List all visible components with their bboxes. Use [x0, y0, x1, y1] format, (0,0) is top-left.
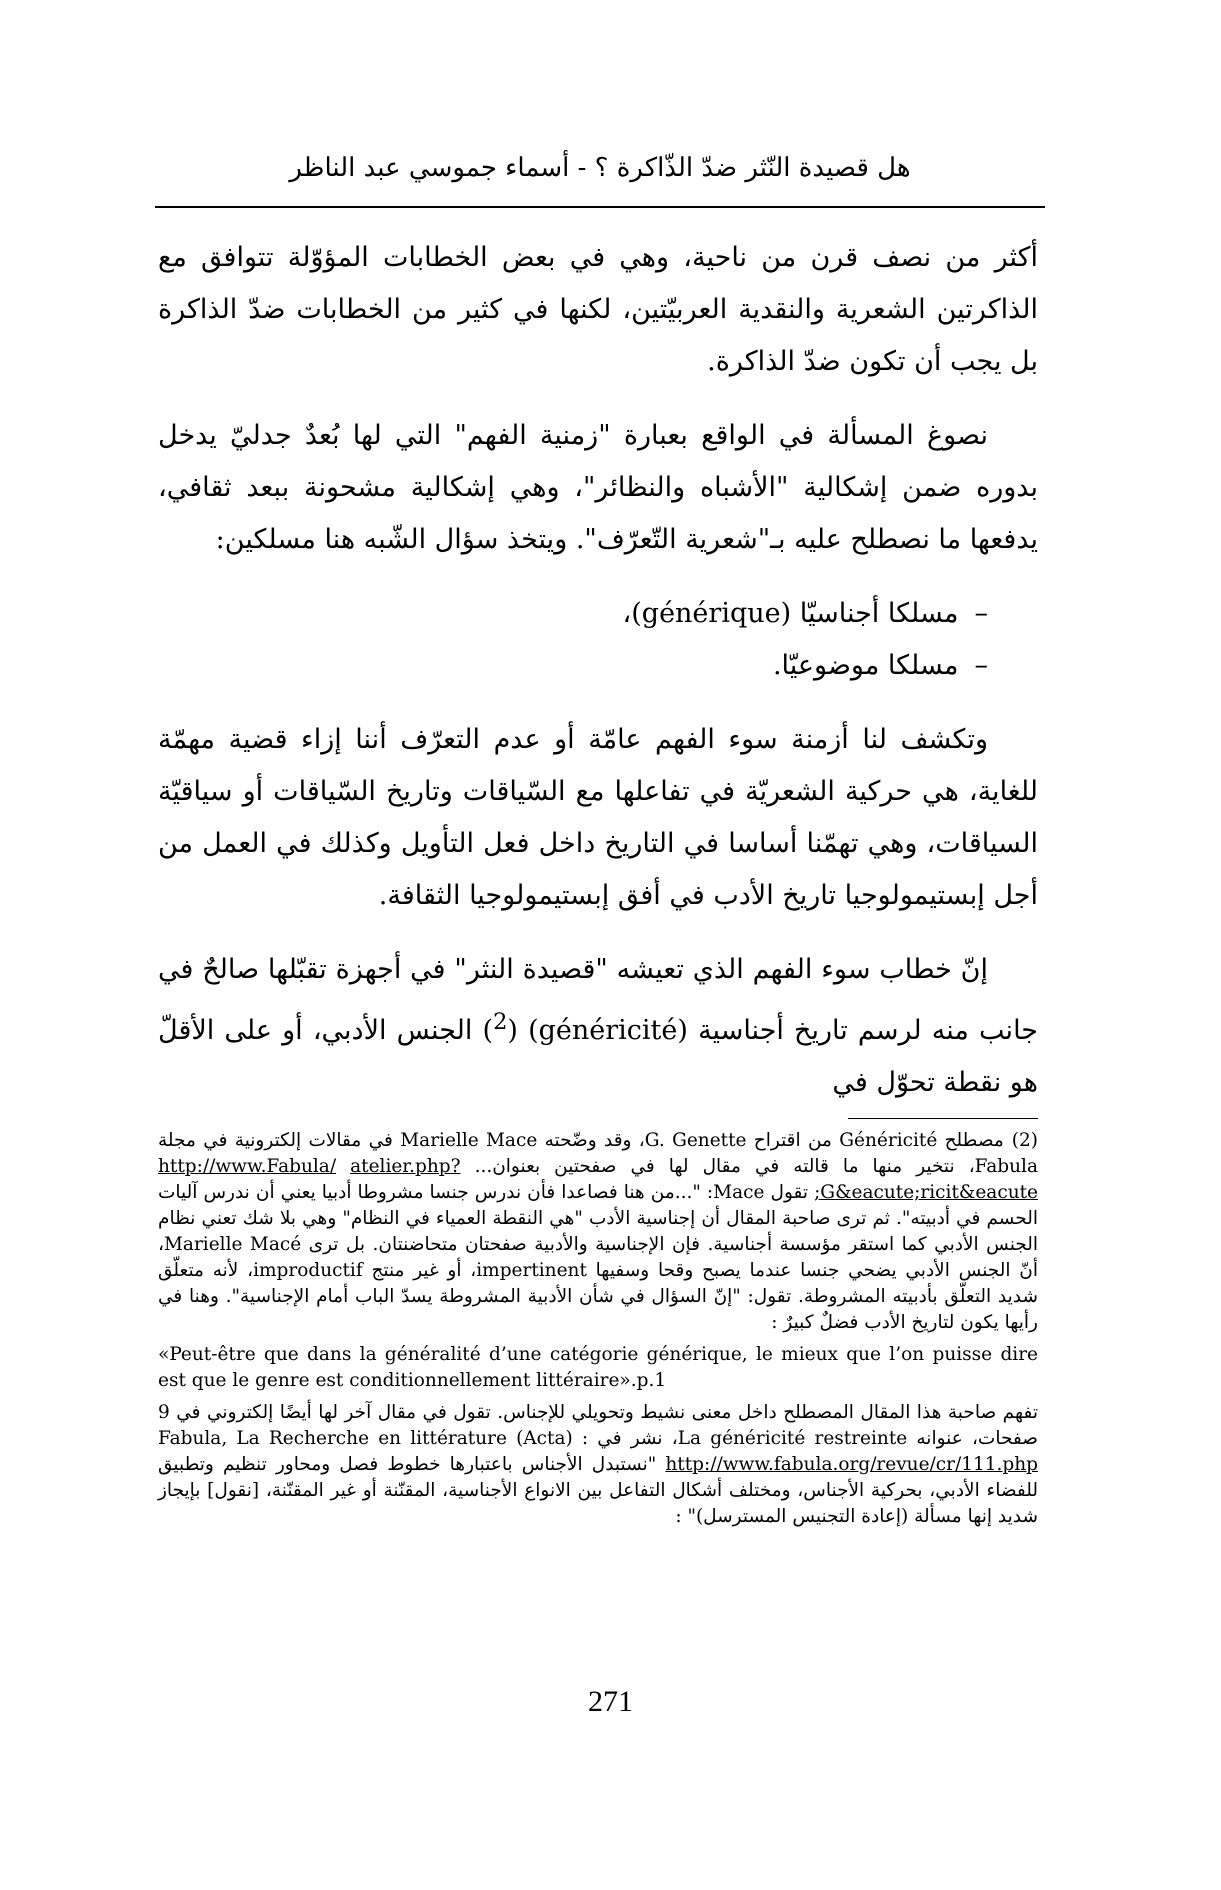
list-item-text: مسلكا أجناسيّا (générique)،	[622, 598, 959, 629]
footnote-text: تقول Mace: "...من هنا فصاعدا فأن ندرس جنسا مشروطا أدبيا يعني أن ندرس آليات الحسم في أدبيته". ثم ترى صاحبة المقال أن إجناسية الأدب "هي النقطة العمياء في النظام" وهي بلا شك تعني نظام الجنس الأدبي كما استقر مؤسسة أجناسية. فإن الإجناسية والأدبية صفحتان متحاضنتان. بل ترى Marielle Macé، أنّ الجنس الأدبي يضحي جنسا عندما يصبح وقحا وسفيها impertinent، أو غير منتج improductif، لأنه متعلّق شديد التعلّق بأدبيته المشروطة. تقول: "إنّ السؤال في شأن الأدبية المشروطة يسدّ الباب أمام الإجناسية". وهنا في رأيها يكون لتاريخ الأدب فضلٌ كبيرٌ :	[158, 1182, 1038, 1333]
paragraph: نصوغ المسألة في الواقع بعبارة "زمنية الفهم" التي لها بُعدٌ جدليّ يدخل بدوره ضمن إشكالية "الأشباه والنظائر"، وهي إشكالية مشحونة ببعد ثقافي، يدفعها ما نصطلح عليه بـ"شعرية التّعرّف". ويتخذ سؤال الشّبه هنا مسلكين:	[158, 420, 1038, 555]
running-header: هل قصيدة النّثر ضدّ الذّاكرة ؟ - أسماء جموسي عبد الناظر	[289, 153, 911, 183]
paragraph-text: ) الجنس الأدبي، أو على الأقلّ هو نقطة تحوّل في	[158, 1015, 1038, 1098]
footnote	[158, 1128, 1038, 1536]
footnote-link[interactable]: http://www.fabula.org/revue/cr/111.php	[665, 1454, 1038, 1475]
footnote-link[interactable]: atelier.php?G&eacute;ricit&eacute;	[350, 1156, 1038, 1203]
footnote-text: تفهم صاحبة هذا المقال المصطلح داخل معنى نشيط وتحويلي للإجناس. تقول في مقال آخر لها أيضًا إلكتروني في 9 صفحات، عنوانه La généricité restreinte، نشر في Fabula, La Recherche en littérature (Acta) :	[158, 1402, 1038, 1449]
paragraph-text: إنّ خطاب سوء الفهم الذي تعيشه "قصيدة النثر" في أجهزة تقبّلها صالحٌ في جانب منه لرسم تاريخ أجناسية (généricité) (	[158, 954, 1038, 1046]
footnote-text: مصطلح Généricité من اقتراح G. Genette، وقد وضّحته Marielle Mace في مقالات إلكترونية في مجلة Fabula، نتخير منها ما قالته في مقال لها في صفحتين بعنوان...	[158, 1130, 1038, 1177]
footnote-link[interactable]: http://www.Fabula/	[158, 1156, 337, 1177]
paragraph	[158, 944, 1038, 1109]
footnote-paragraph	[158, 1400, 1038, 1530]
paragraph: وتكشف لنا أزمنة سوء الفهم عامّة أو عدم التعرّف أننا إزاء قضية مهمّة للغاية، هي حركية الشعريّة في تفاعلها مع السّياقات وتاريخ السّياقات أو سياقيّة السياقات، وهي تهمّنا أساسا في التاريخ داخل فعل التأويل وكذلك في العمل من أجل إبستيمولوجيا تاريخ الأدب في أفق إبستيمولوجيا الثقافة.	[158, 724, 1038, 911]
dash-list	[158, 588, 1038, 692]
list-dash: –	[974, 598, 988, 629]
list-item	[158, 588, 988, 640]
footnote-text: "نستبدل الأجناس باعتبارها خطوط فصل ومحاور تنظيم وتطبيق للفضاء الأدبي، بحركية الأجناس، ومختلف أشكال التفاعل بين الانواع الأجناسية، المقنّنة أو غير المقنّنة، [نقول] بإيجاز شديد إنها مسألة (إعادة التجنيس المسترسل)" :	[158, 1454, 1038, 1527]
page-number: 271	[588, 1685, 633, 1718]
paragraph: أكثر من نصف قرن من ناحية، وهي في بعض الخطابات المؤوّلة تتوافق مع الذاكرتين الشعرية والنقدية العربيّتين، لكنها في كثير من الخطابات ضدّ الذاكرة بل يجب أن تكون ضدّ الذاكرة.	[158, 242, 1038, 377]
list-item-text: مسلكا موضوعيّا.	[772, 650, 959, 681]
list-item	[158, 640, 988, 692]
footnote-quote: «Peut-être que dans la généralité d’une catégorie générique, le mieux que l’on puisse dire est que le genre est conditionnellement littéraire».p.1	[158, 1344, 1038, 1391]
footnote-reference[interactable]: 2	[493, 1009, 508, 1035]
footnote-rule	[848, 1118, 1038, 1119]
footnote-paragraph	[158, 1128, 1038, 1336]
list-dash: –	[974, 650, 988, 681]
header-rule	[155, 206, 1045, 208]
footnote-marker: (2)	[1011, 1130, 1039, 1151]
main-text	[158, 232, 1038, 1131]
